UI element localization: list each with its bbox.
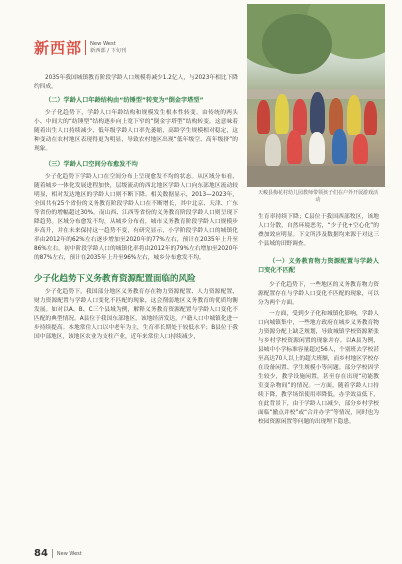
photo-caption: 天峻县梅花村幼儿园教师带领孩子们在户外开展游戏活动 [258,190,379,203]
right-column [258,213,379,427]
article-photo [247,4,385,187]
left-column [34,74,238,342]
subheading: （一）义务教育物力资源配置与学龄人口变化不匹配 [258,258,379,274]
page-number: 84 [34,548,48,559]
paragraph: 生育率持续下降；C县位于我国西部牧区，该地人口分散，自然环境恶劣，“少子化+空心化”的叠加效应明显。下文所涉及数据均来源于对这三个县域的田野调查。 [258,214,379,247]
logo-chinese: 新西部 [34,39,83,57]
paragraph: 2035年我国城镇教育阶段学龄人口规模将减少1.2亿人，与2023年相比下降约四成。 [34,75,238,90]
logo-divider [85,40,86,55]
logo-english-line-2: 新西部 / 下旬刊 [90,47,127,54]
logo-english [90,41,126,54]
footer-journal: New West [56,550,82,557]
magazine-logo [34,37,126,58]
paragraph: 少子化趋势下，我国部分地区义务教育存在物力资源配置、人力资源配置、财力资源配置与学龄人口变化不匹配的现象，这会削弱地区义务教育的优质均衡发展。如对以A、B、C三个县域为例，解释义务教育资源配置与学龄人口变化不匹配的典型情况。A县位于我国东部地区，该地经济发达，户籍人口中城镇化进一步持续提高。本地常住人口以中老年为主，生育率长期处于较低水平；B县位于我国中部地区，该地区农业为支柱产业，近年来常住人口持续减少， [34,289,238,340]
footer-divider [52,549,53,558]
paragraph: 少子化趋势下，一些地区的义务教育物力资源配置存在与学龄人口变化不匹配的现象，可以分为两个方面。 [258,282,379,306]
page-footer [34,548,82,559]
logo-english-line-1: New West [90,41,116,47]
subheading: （二）学龄人口年龄结构由“纺锤型”转变为“倒金字塔型” [45,97,204,104]
section-title: 少子化趋势下义务教育资源配置面临的风险 [34,274,196,284]
paragraph: 少子化趋势下学龄人口在空间分布上呈现愈发不均的状态。从区域分布看，随着城乡一体化发展进程加快，层级流动的西北地区学龄人口向东部地区流动较明显，相对发达地区的学龄人口则不断下降。相关数据显示，2013—2023年，全国共有25个省份的义务教育阶段学龄人口在不断增长，其中北京、天津、广东等省份的增幅超过30%。而山西、江西等省份的义务教育阶段学龄人口则呈现下降趋势。区域分布愈发不均，从城乡分布看，城市义务教育阶段学龄人口规模步步高升，并在未来保持这一趋势不变，有研究显示，小学阶段学龄人口的城镇化率由2012年的62%左右逐步增加至2020年的77%左右，预计在2035年上升至86%左右。初中阶段学龄人口的城镇化率将由2012年的79%左右增加至2020年的87%左右，预计在2035年上升至96%左右，城乡分布愈发不均。 [34,174,238,261]
subheading: （三）学龄人口空间分布愈发不均 [45,161,138,168]
paragraph: 一方面，受到少子化和城镇化影响，学龄人口向城镇集中，一些地方政府在城乡义务教育物力资源分配上缺乏规划，导致城镇学校资源紧张与乡村学校资源闲置的现象并存。以A县为例，县城中小学标准容量超过56人，个别班去学校甚至高达70人以上的超大班额，而乡村地区学校存在设备闲置、学生规模小等问题。部分学校因学生较少，教学设施闲置，甚至存在出现“功能教室变杂物间”的情况。一方面，随着学龄人口持续下降，教学场馆使用率降低，办学效益低下，在此背景下，由于学龄人口减少，部分乡村学校面临“撤点并校”或“合并办学”等情况，同时也为校园资源闲置等问题的出现埋下隐患。 [258,311,379,425]
paragraph: 少子化趋势下，学龄人口年龄结构和规模发生根本性转变。由传统的两头小、中间大的“纺锤型”结构逐步向上宽下窄的“倒金字塔型”结构转变。这意味着随着出生人口持续减少，低年级学龄人口率先萎缩，高龄学生规模相对稳定，这种变动在农村地区表现得更为明显，导致农村地区出现“低年级空、高年级挤”的现象。 [34,110,238,152]
